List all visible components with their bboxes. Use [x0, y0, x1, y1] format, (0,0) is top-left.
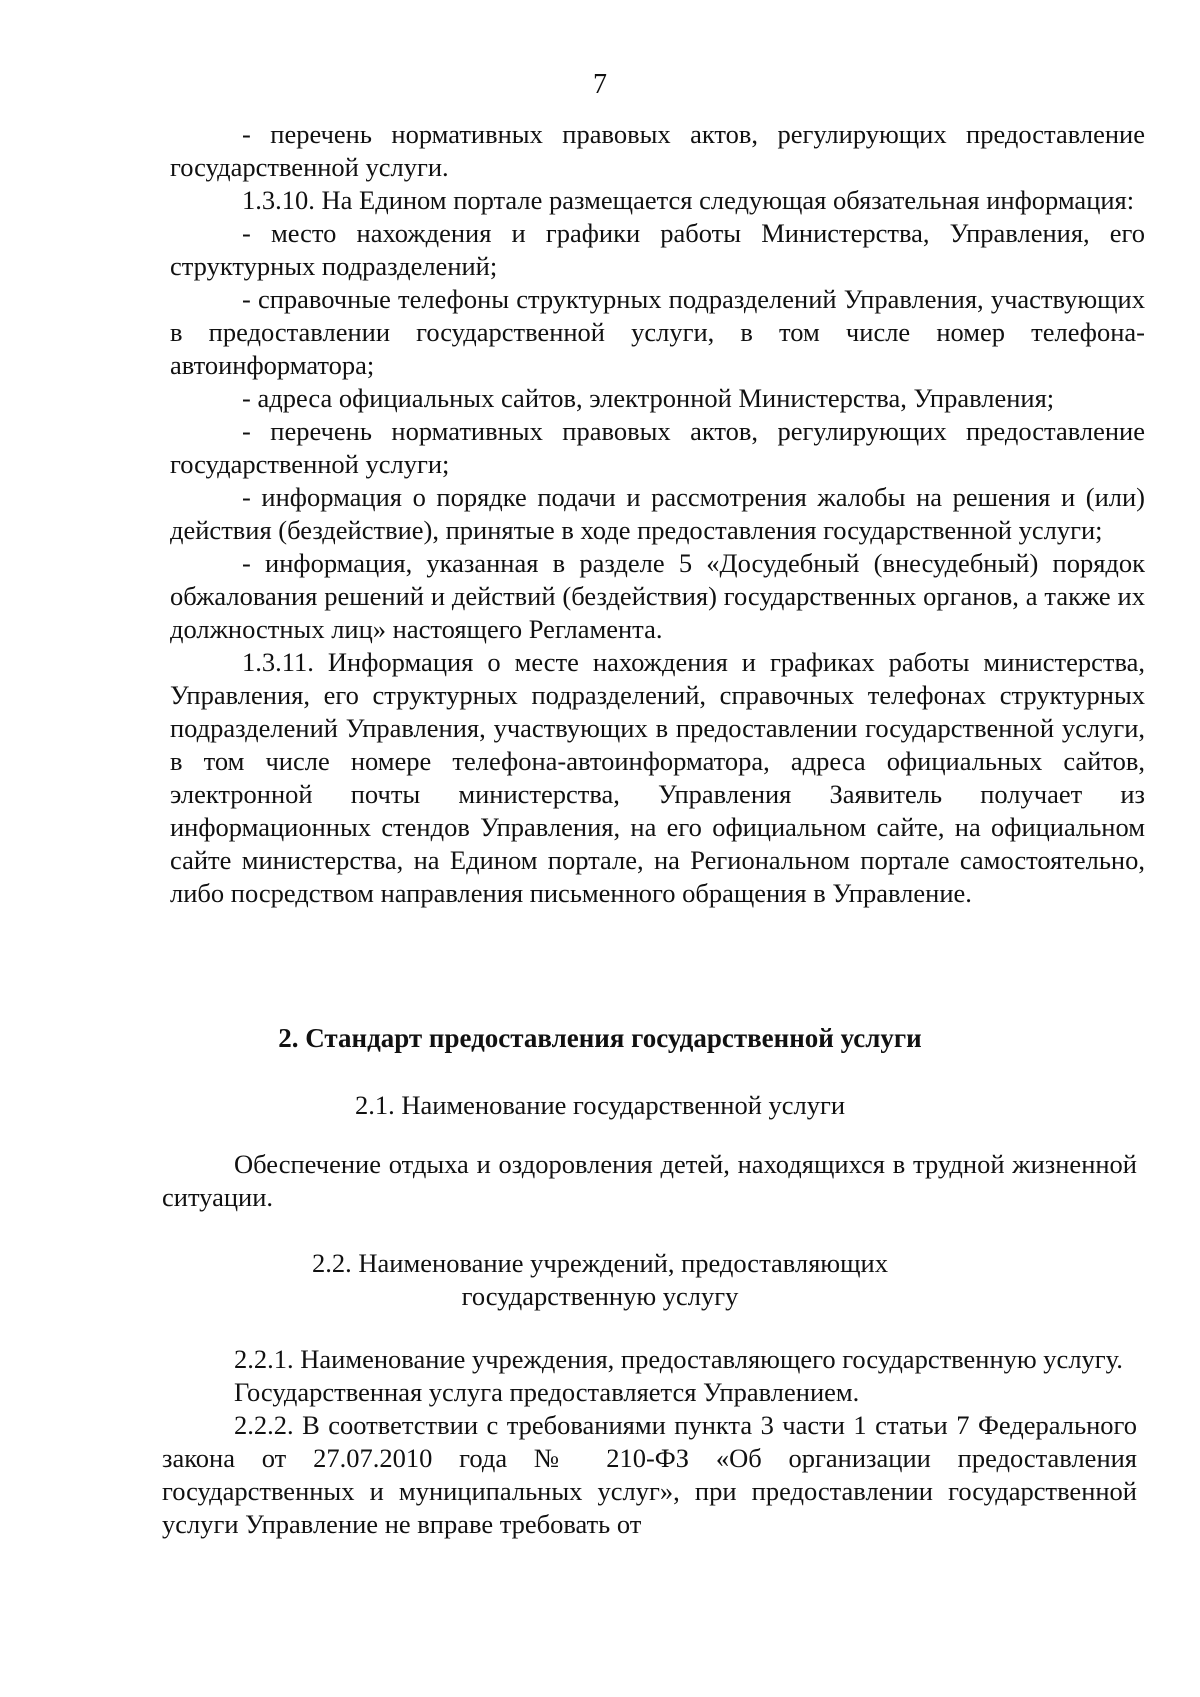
subsection-2-1-body [162, 1148, 1137, 1214]
paragraph: 1.3.10. На Едином портале размещается следующая обязательная информация: [242, 185, 1135, 215]
paragraph: - справочные телефоны структурных подразделений Управления, участвующих в предоставлении государственной услуги, в том числе номер телефона-автоинформатора; [170, 284, 1145, 380]
paragraph: 1.3.11. Информация о месте нахождения и графиках работы министерства, Управления, его структурных подразделений, справочных телефонах структурных подразделений Управления, участвующих в предоставлении государственной услуги, в том числе номере телефона-автоинформатора, адреса официальных сайтов, электронной почты министерства, Управления Заявитель получает из информационных стендов Управления, на его официальном сайте, на официальном сайте министерства, на Едином портале, на Региональном портале самостоятельно, либо посредством направления письменного обращения в Управление. [170, 647, 1145, 908]
page-number: 7 [593, 69, 607, 100]
subsection-2-2-title [0, 1247, 1200, 1313]
paragraph: - информация о порядке подачи и рассмотрения жалобы на решения и (или) действия (бездействие), принятые в ходе предоставления государственной услуги; [170, 482, 1145, 545]
paragraph: - перечень нормативных правовых актов, регулирующих предоставление государственной услуги; [170, 416, 1145, 479]
paragraph: - информация, указанная в разделе 5 «Досудебный (внесудебный) порядок обжалования решений и действий (бездействия) государственных органов, а также их должностных лиц» настоящего Регламента. [170, 548, 1145, 644]
section-title: 2. Стандарт предоставления государственной услуги [278, 1023, 922, 1053]
section-1-3-body [170, 118, 1145, 910]
subsection-2-2-body [162, 1343, 1137, 1541]
paragraph: Обеспечение отдыха и оздоровления детей, находящихся в трудной жизненной ситуации. [162, 1149, 1137, 1212]
paragraph: - адреса официальных сайтов, электронной Министерства, Управления; [242, 383, 1055, 413]
subsection-2-1-title: 2.1. Наименование государственной услуги [354, 1090, 846, 1120]
paragraph: - место нахождения и графики работы Министерства, Управления, его структурных подразделений; [170, 218, 1145, 281]
paragraph: 2.2.1. Наименование учреждения, предоставляющего государственную услугу. [234, 1344, 1123, 1374]
subsection-title-line: 2.2. Наименование учреждений, предоставляющих [312, 1248, 888, 1278]
subsection-title-line: государственную услугу [461, 1281, 739, 1311]
paragraph: 2.2.2. В соответствии с требованиями пункта 3 части 1 статьи 7 Федерального закона от 27.07.2010 года № 210-ФЗ «Об организации предоставления государственных и муниципальных услуг», при предоставлении государственной услуги Управление не вправе требовать от [162, 1410, 1137, 1539]
paragraph: Государственная услуга предоставляется Управлением. [234, 1377, 860, 1407]
paragraph: - перечень нормативных правовых актов, регулирующих предоставление государственной услуги. [170, 119, 1145, 182]
